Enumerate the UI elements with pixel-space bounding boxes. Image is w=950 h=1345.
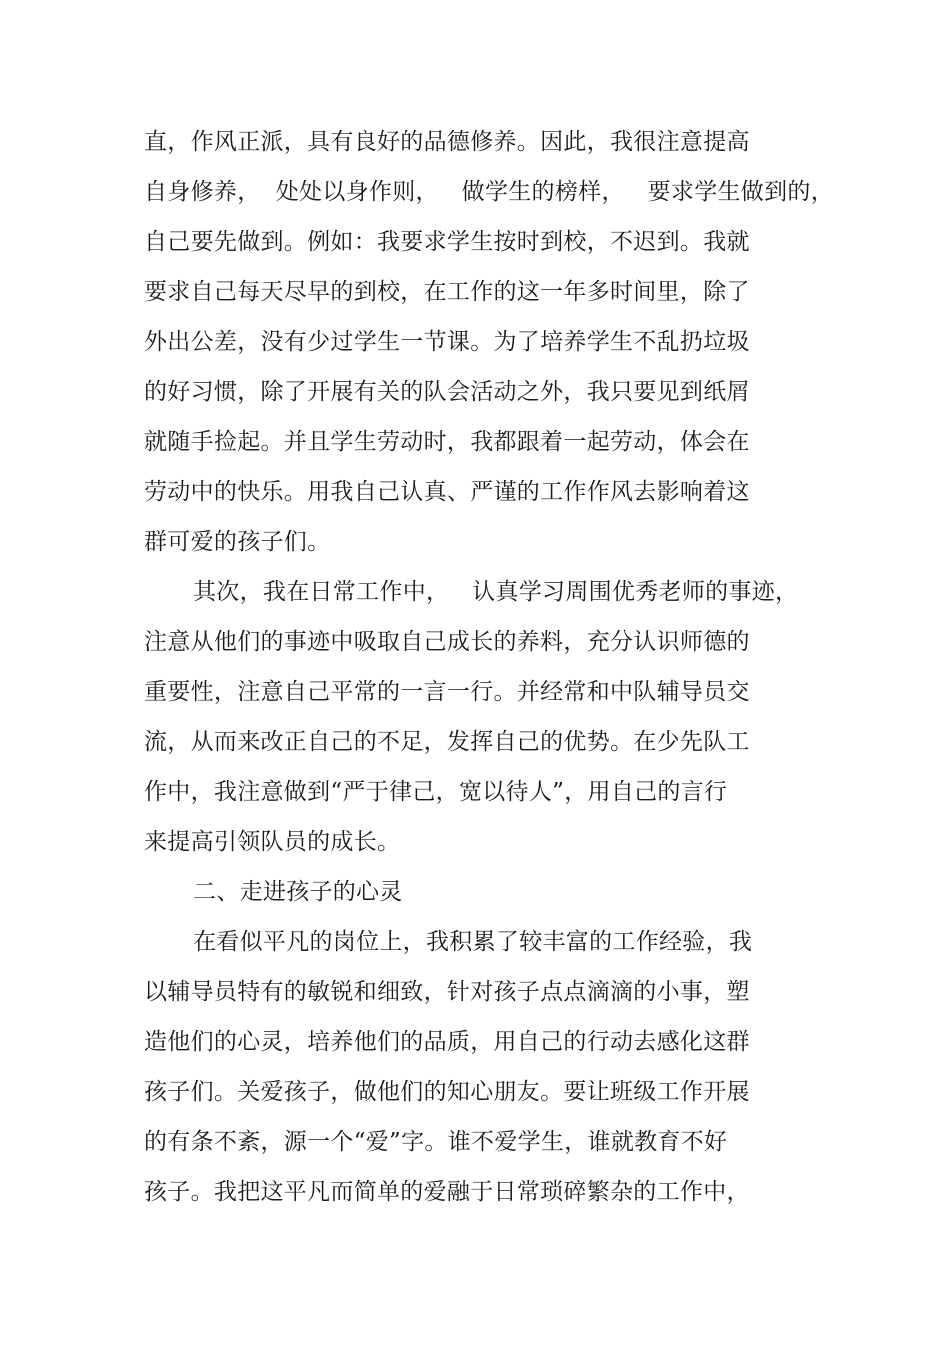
text-line: 就随手捡起。并且学生劳动时，我都跟着一起劳动，体会在 xyxy=(144,429,750,455)
text-line: 作中，我注意做到“严于律己，宽以待人”，用自己的言行 xyxy=(144,779,728,805)
text-line: 要求自己每天尽早的到校，在工作的这一年多时间里，除了 xyxy=(144,279,750,305)
text-line: 外出公差，没有少过学生一节课。为了培养学生不乱扔垃圾 xyxy=(144,329,750,355)
text-line: 孩子。我把这平凡而简单的爱融于日常琐碎繁杂的工作中， xyxy=(144,1179,750,1205)
text-line: 以辅导员特有的敏锐和细致，针对孩子点点滴滴的小事，塑 xyxy=(144,979,750,1005)
text-line: 造他们的心灵，培养他们的品质，用自己的行动去感化这群 xyxy=(144,1029,750,1055)
text-line: 在看似平凡的岗位上，我积累了较丰富的工作经验，我 xyxy=(193,929,753,955)
text-line: 劳动中的快乐。用我自己认真、严谨的工作作风去影响着这 xyxy=(144,479,750,505)
text-line: 流，从而来改正自己的不足，发挥自己的优势。在少先队工 xyxy=(144,729,750,755)
text-line: 的有条不紊，源一个“爱”字。谁不爱学生，谁就教育不好 xyxy=(144,1129,728,1155)
text-line: 自身修养， 处处以身作则， 做学生的榜样， 要求学生做到的， xyxy=(144,179,834,205)
text-line: 来提高引领队员的成长。 xyxy=(144,829,401,855)
text-line: 自己要先做到。例如：我要求学生按时到校，不迟到。我就 xyxy=(144,229,750,255)
text-line: 的好习惯，除了开展有关的队会活动之外，我只要见到纸屑 xyxy=(144,379,750,405)
text-line: 重要性，注意自己平常的一言一行。并经常和中队辅导员交 xyxy=(144,679,750,705)
text-line: 孩子们。关爱孩子，做他们的知心朋友。要让班级工作开展 xyxy=(144,1079,750,1105)
text-line: 直，作风正派，具有良好的品德修养。因此，我很注意提高 xyxy=(144,129,750,155)
section-heading: 二、走进孩子的心灵 xyxy=(193,879,403,905)
text-line: 注意从他们的事迹中吸取自己成长的养料，充分认识师德的 xyxy=(144,629,750,655)
text-line: 群可爱的孩子们。 xyxy=(144,529,331,555)
text-line: 其次，我在日常工作中， 认真学习周围优秀老师的事迹， xyxy=(193,579,799,605)
